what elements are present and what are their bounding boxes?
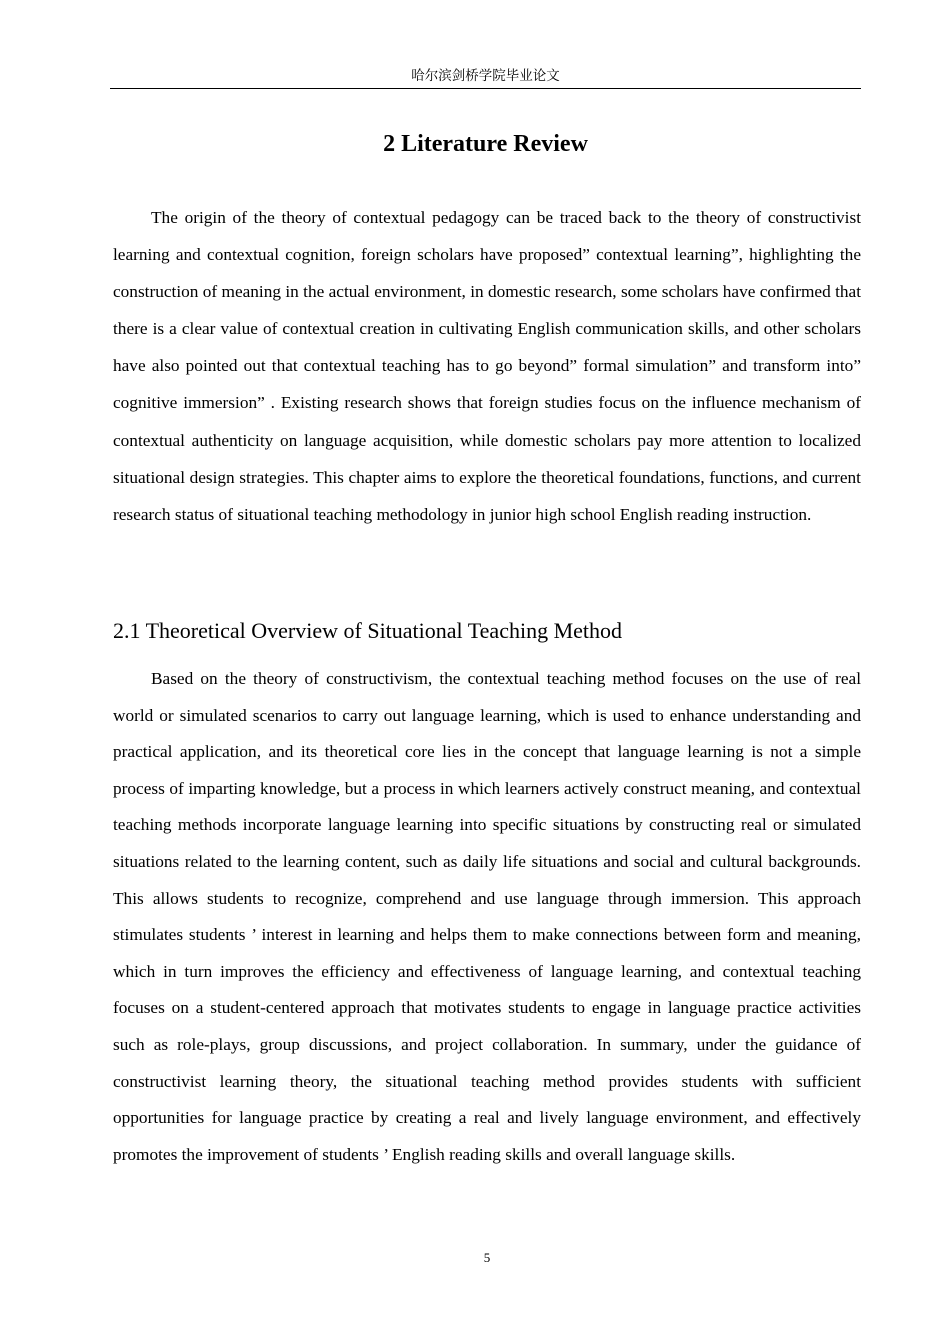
section-paragraph: Based on the theory of constructivism, the contextual teaching method focuses on the use of real world or simulated scenarios to carry out language learning, which is used to enhance understanding and practical application, and its theoretical core lies in the concept that language learning is not a simple process of imparting knowledge, but a process in which learners actively construct meaning, and contextual teaching methods incorporate language learning into specific situations by constructing real or simulated situations related to the learning content, such as daily life situations and social and cultural backgrounds. This allows students to recognize, comprehend and use language through immersion. This approach stimulates students ’ interest in learning and helps them to make connections between form and meaning, which in turn improves the efficiency and effectiveness of language learning, and contextual teaching focuses on a student-centered approach that motivates students to engage in language practice activities such as role-plays, group discussions, and project collaboration. In summary, under the guidance of constructivist learning theory, the situational teaching method provides students with sufficient opportunities for language practice by creating a real and lively language environment, and effectively promotes the improvement of students ’ English reading skills and overall language skills. [113, 669, 861, 1164]
chapter-title: 2 Literature Review [383, 131, 588, 157]
intro-paragraph: The origin of the theory of contextual pedagogy can be traced back to the theory of constructivist learning and contextual cognition, foreign scholars have proposed” contextual learning”, highlighting the construction of meaning in the actual environment, in domestic research, some scholars have confirmed that there is a clear value of contextual creation in cultivating English communication skills, and other scholars have also pointed out that contextual teaching has to go beyond” formal simulation” and transform into” cognitive immersion” . Existing research shows that foreign studies focus on the influence mechanism of contextual authenticity on language acquisition, while domestic scholars pay more attention to localized situational design strategies. This chapter aims to explore the theoretical foundations, functions, and current research status of situational teaching methodology in junior high school English reading instruction. [113, 208, 861, 524]
section-heading: 2.1 Theoretical Overview of Situational Teaching Method [113, 618, 623, 643]
page-number: 5 [483, 1250, 491, 1265]
running-header: 哈尔滨剑桥学院毕业论文 [411, 68, 560, 84]
header-divider [110, 88, 861, 89]
